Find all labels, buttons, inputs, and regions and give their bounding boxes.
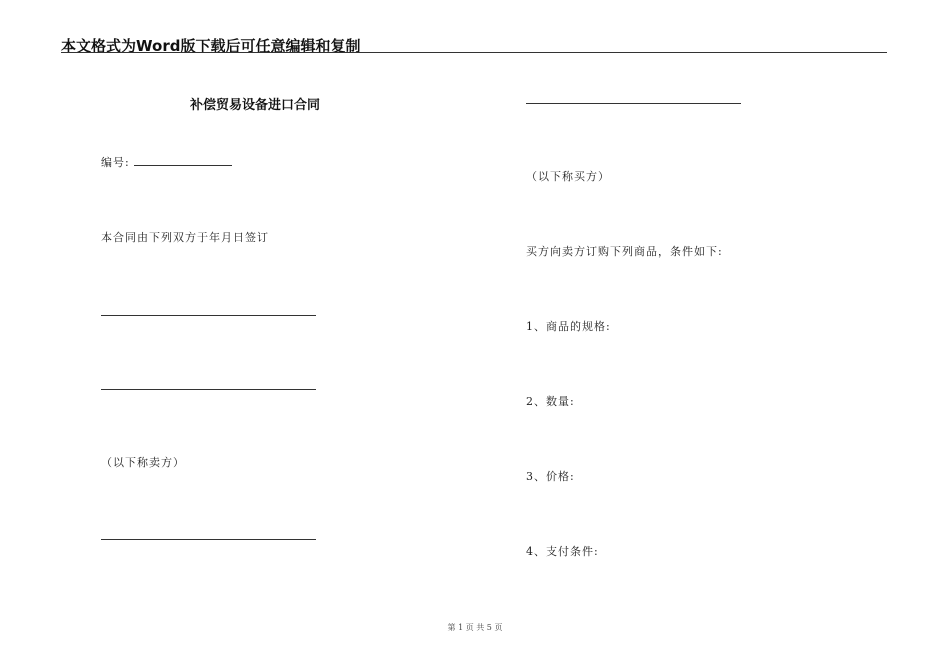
party-blank-3 [101,539,316,540]
order-intro: 买方向卖方订购下列商品，条件如下: [526,245,723,258]
header-notice: 本文格式为Word版下载后可任意编辑和复制 [61,37,361,55]
seller-designation: （以下称卖方） [101,456,185,469]
clause-item: 1、商品的规格: [526,320,611,333]
party-blank-2 [101,389,316,390]
page-indicator: 第 1 页 共 5 页 [447,623,503,632]
header-divider [61,52,887,53]
party-blank-4 [526,103,741,104]
signing-statement: 本合同由下列双方于年月日签订 [101,231,269,244]
document-title: 补偿贸易设备进口合同 [190,98,321,113]
contract-number-blank [134,165,232,166]
contract-number-label: 编号: [101,156,130,169]
clause-item: 3、价格: [526,470,575,483]
clause-item: 4、支付条件: [526,545,599,558]
party-blank-1 [101,315,316,316]
clause-item: 2、数量: [526,395,575,408]
buyer-designation: （以下称买方） [526,170,610,183]
